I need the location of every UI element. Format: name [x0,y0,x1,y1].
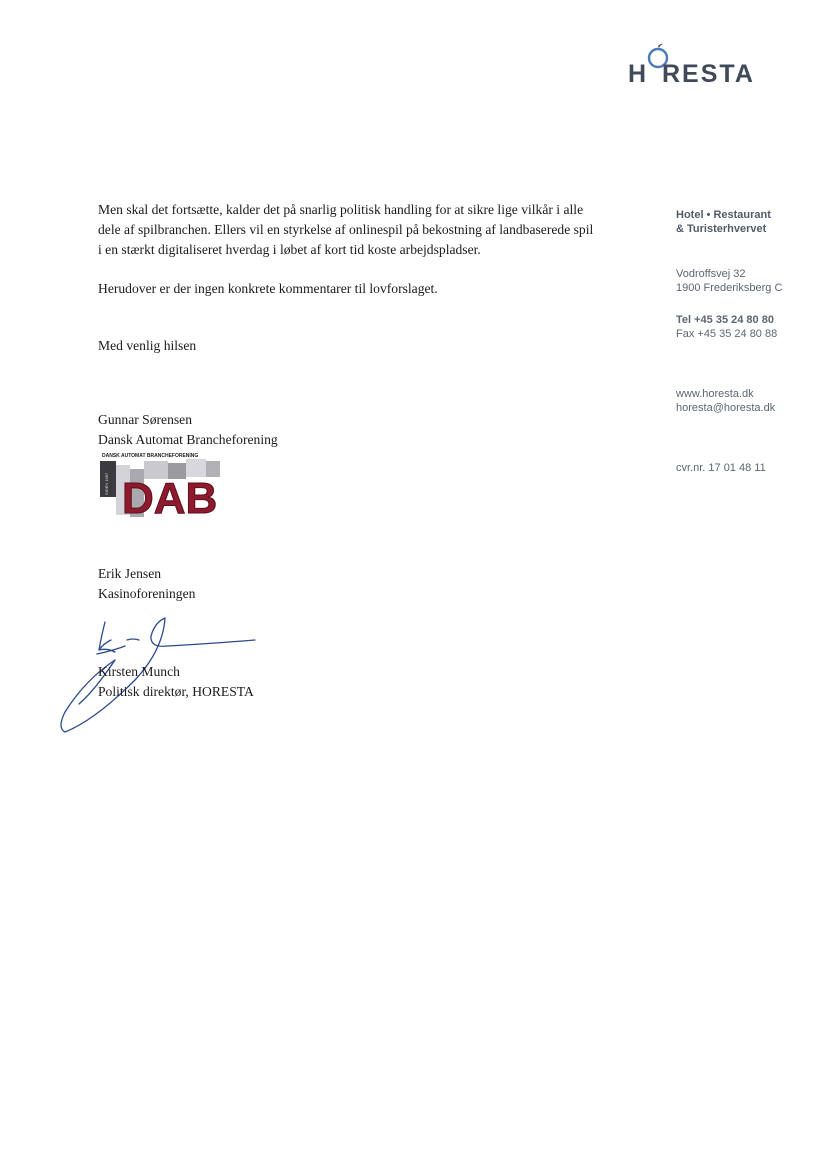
signatory-title: Dansk Automat Brancheforening [98,432,278,447]
sidebar-address: Vodroffsvej 32 1900 Frederiksberg C [676,268,783,294]
paragraph-line: i en stærkt digitaliseret hverdag i løbet af kort tid koste arbejdspladser. [98,242,481,257]
letter-paragraph-1 [98,200,618,260]
signatory-block [98,662,254,702]
signatory-title: Politisk direktør, HORESTA [98,684,254,699]
sidebar-email: horesta@horesta.dk [676,402,776,414]
signatory-title: Kasinoforeningen [98,586,196,601]
closing-greeting: Med venlig hilsen [98,338,197,353]
signatory-name: Gunnar Sørensen [98,412,193,427]
signatory-name: Kirsten Munch [98,664,180,679]
signatory-block [98,564,195,604]
svg-text:SIDEN 1987: SIDEN 1987 [104,472,109,495]
svg-text:DAB: DAB [122,474,218,521]
paragraph-line: Men skal det fortsætte, kalder det på snarlig politisk handling for at sikre lige vilkår i alle [98,202,584,217]
paragraph-line: dele af spilbranchen. Ellers vil en styrkelse af onlinespil på bekostning af landbaserede spil [98,222,594,237]
sidebar-tel: Tel +45 35 24 80 80 [676,314,774,326]
sidebar-company: Hotel • Restaurant & Turisterhvervet [676,209,771,235]
sidebar-phone [676,313,777,341]
signatory-block [98,410,278,450]
sidebar-cvr: cvr.nr. 17 01 48 11 [676,462,766,474]
sidebar-web [676,387,775,415]
letter-paragraph-2: Herudover er der ingen konkrete kommentarer til lovforslaget. [98,281,438,296]
horesta-wordmark: H RESTA [628,60,755,88]
sidebar-fax: Fax +45 35 24 80 88 [676,328,778,340]
dab-logo [100,451,234,521]
svg-text:DANSK AUTOMAT BRANCHEFORENING: DANSK AUTOMAT BRANCHEFORENING [102,453,199,459]
signatory-name: Erik Jensen [98,566,162,581]
horesta-logo [628,40,778,90]
sidebar-website: www.horesta.dk [676,388,754,400]
